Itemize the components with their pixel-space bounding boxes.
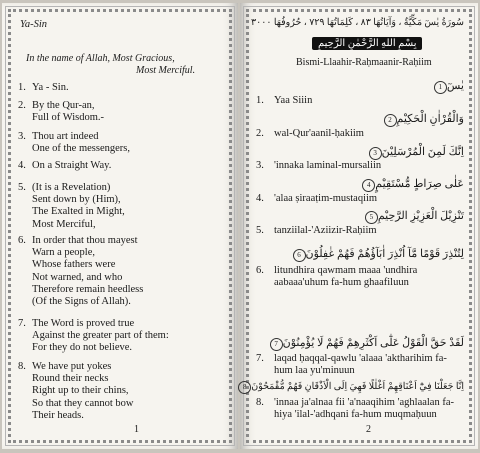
verse-line: So that they cannot bow bbox=[32, 397, 134, 409]
verse-number: 1. bbox=[256, 95, 264, 106]
verse-number: 2. bbox=[18, 100, 26, 111]
translit-line: hum laa yu'minuun bbox=[274, 365, 355, 377]
running-head: Ya-Sin bbox=[20, 19, 48, 30]
verse-line: Whose fathers were bbox=[32, 259, 116, 271]
verse-number: 4. bbox=[18, 160, 26, 171]
verse-number: 8. bbox=[18, 361, 26, 372]
verse-8 bbox=[18, 361, 133, 422]
verse-line: Not warned, and who bbox=[32, 271, 123, 283]
translit-line: wal-Qur'aanil-ḥakiim bbox=[274, 128, 364, 139]
basmala-arabic: بِسْمِ اللهِ الرَّحْمٰنِ الرَّحِيمِ bbox=[312, 37, 422, 50]
verse-end-mark: 7 bbox=[270, 338, 283, 351]
translit-line: hiya 'ilal-'adhqani fa-hum muqmaḥuun bbox=[274, 409, 437, 421]
right-page-content bbox=[243, 15, 466, 437]
verse-6 bbox=[18, 235, 143, 308]
basmala-line: Most Merciful. bbox=[136, 65, 196, 76]
page-number: 2 bbox=[366, 424, 371, 435]
verse-line: On a Straight Way. bbox=[32, 160, 112, 171]
verse-line: One of the messengers, bbox=[32, 143, 130, 155]
verse-line: In order that thou mayest bbox=[32, 235, 138, 246]
arabic-verse-2 bbox=[382, 112, 464, 127]
verse-line: Sent down by (Him), bbox=[32, 194, 121, 206]
translit-verse-6 bbox=[256, 265, 417, 289]
translit-verse-4 bbox=[256, 193, 377, 205]
verse-line: Thou art indeed bbox=[32, 131, 99, 142]
arabic-text: لَقَدْ حَقَّ الْقَوْلُ عَلٰٓى اَكْثَرِهِمْ فَهُمْ لَا يُؤْمِنُوْنَ bbox=[282, 337, 464, 349]
verse-number: 8. bbox=[256, 397, 264, 408]
arabic-text: تَنْزِيْلَ الْعَزِيْزِ الرَّحِيْمِ bbox=[377, 210, 464, 222]
translit-line: tanziilal-'Aziizir-Raḥiim bbox=[274, 225, 377, 236]
verse-line: Their heads. bbox=[32, 409, 84, 421]
verse-line: Warn a people, bbox=[32, 247, 95, 259]
translit-verse-8 bbox=[256, 397, 454, 421]
verse-number: 3. bbox=[18, 131, 26, 142]
verse-line: Round their necks bbox=[32, 373, 109, 385]
verse-2 bbox=[18, 100, 104, 124]
verse-4 bbox=[18, 160, 111, 172]
arabic-verse-5 bbox=[363, 209, 464, 224]
verse-end-mark: 1 bbox=[434, 81, 447, 94]
verse-number: 6. bbox=[18, 235, 26, 246]
translit-line: 'alaa ṣiraaṭim-mustaqiim bbox=[274, 193, 378, 204]
verse-end-mark: 3 bbox=[369, 147, 382, 160]
translit-verse-2 bbox=[256, 128, 364, 140]
arabic-text: اِنَّكَ لَمِنَ الْمُرْسَلِيْنَ bbox=[381, 146, 464, 158]
verse-line: (Of the Signs of Allah). bbox=[32, 296, 131, 308]
verse-number: 1. bbox=[18, 82, 26, 93]
arabic-text: اِنَّا جَعَلْنَا فِيْٓ اَعْنَاقِهِمْ اَغْلٰلًا فَهِيَ اِلَى الْاَذْقَانِ فَهُمْ مُّقْمَحُوْنَ bbox=[251, 382, 464, 392]
basmala-line: In the name of Allah, Most Gracious, bbox=[26, 53, 175, 64]
verse-line: For they do not believe. bbox=[32, 342, 133, 354]
verse-5 bbox=[18, 182, 125, 231]
verse-line: We have put yokes bbox=[32, 361, 112, 372]
verse-number: 6. bbox=[256, 265, 264, 276]
arabic-verse-6 bbox=[291, 247, 464, 262]
arabic-verse-4 bbox=[360, 177, 464, 192]
verse-number: 7. bbox=[18, 318, 26, 329]
translit-line: aabaaa'uhum fa-hum ghaafiluun bbox=[274, 277, 409, 289]
verse-number: 7. bbox=[256, 353, 264, 364]
left-page-content bbox=[16, 15, 226, 437]
verse-number: 5. bbox=[18, 182, 26, 193]
translit-line: litundhira qawmam maaa 'undhira bbox=[274, 265, 418, 276]
verse-number: 2. bbox=[256, 128, 264, 139]
verse-end-mark: 4 bbox=[362, 179, 375, 192]
basmala-transliteration: Bismi-Llaahir-Raḥmaanir-Raḥiim bbox=[296, 57, 432, 68]
translit-verse-1 bbox=[256, 95, 312, 107]
surah-header: سُورَةُ يٰسٓ مَكِّيَّةٌ ، وَآيَاتُهَا ٨٣ ، كَلِمَاتُهَا ٧٢٩ ، حُرُوفُهَا ٣٠٠٠ bbox=[251, 18, 464, 28]
verse-line: The Exalted in Might, bbox=[32, 206, 125, 218]
translit-line: Yaa Siiin bbox=[274, 95, 313, 106]
verse-line: Ya - Sin. bbox=[32, 82, 69, 93]
basmala-english bbox=[26, 53, 195, 77]
verse-number: 3. bbox=[256, 160, 264, 171]
translit-verse-3 bbox=[256, 160, 381, 172]
verse-3 bbox=[18, 131, 130, 155]
verse-line: Right up to their chins, bbox=[32, 385, 129, 397]
verse-line: Most Merciful, bbox=[32, 218, 96, 230]
arabic-text: عَلٰى صِرَاطٍ مُّسْتَقِيْمٍ bbox=[375, 178, 464, 190]
translit-line: laqad ḥaqqal-qawlu 'alaaa 'aktharihim fa- bbox=[274, 353, 447, 364]
verse-1 bbox=[18, 82, 69, 94]
verse-line: Therefore remain heedless bbox=[32, 283, 144, 295]
translit-verse-7 bbox=[256, 353, 447, 377]
verse-end-mark: 5 bbox=[365, 211, 378, 224]
verse-line: Full of Wisdom.- bbox=[32, 112, 105, 124]
arabic-verse-8 bbox=[236, 381, 464, 394]
verse-line: The Word is proved true bbox=[32, 318, 135, 329]
verse-end-mark: 2 bbox=[384, 114, 397, 127]
verse-number: 4. bbox=[256, 193, 264, 204]
verse-end-mark: 8 bbox=[238, 381, 251, 394]
verse-line: (It is a Revelation) bbox=[32, 182, 111, 193]
page-number: 1 bbox=[134, 424, 139, 435]
verse-number: 5. bbox=[256, 225, 264, 236]
verse-line: By the Qur-an, bbox=[32, 100, 95, 111]
arabic-verse-7 bbox=[268, 336, 464, 351]
translit-line: 'innaa ja'alnaa fii 'a'naaqihim 'aghlaalan fa- bbox=[274, 397, 454, 408]
verse-7 bbox=[18, 318, 169, 355]
verse-end-mark: 6 bbox=[293, 249, 306, 262]
verse-line: Against the greater part of them: bbox=[32, 330, 169, 342]
arabic-verse-1 bbox=[432, 79, 464, 94]
arabic-text: وَالْقُرْاٰنِ الْحَكِيْمِ bbox=[396, 113, 464, 125]
left-page bbox=[2, 3, 238, 449]
arabic-verse-3 bbox=[367, 145, 464, 160]
translit-verse-5 bbox=[256, 225, 377, 237]
right-page bbox=[240, 3, 478, 449]
arabic-text: يٰسٓ bbox=[446, 80, 464, 92]
translit-line: 'innaka laminal-mursaliin bbox=[274, 160, 382, 171]
arabic-text: لِتُنْذِرَ قَوْمًا مَّآ اُنْذِرَ اٰبَآؤُهُمْ فَهُمْ غٰفِلُوْنَ bbox=[305, 248, 464, 260]
